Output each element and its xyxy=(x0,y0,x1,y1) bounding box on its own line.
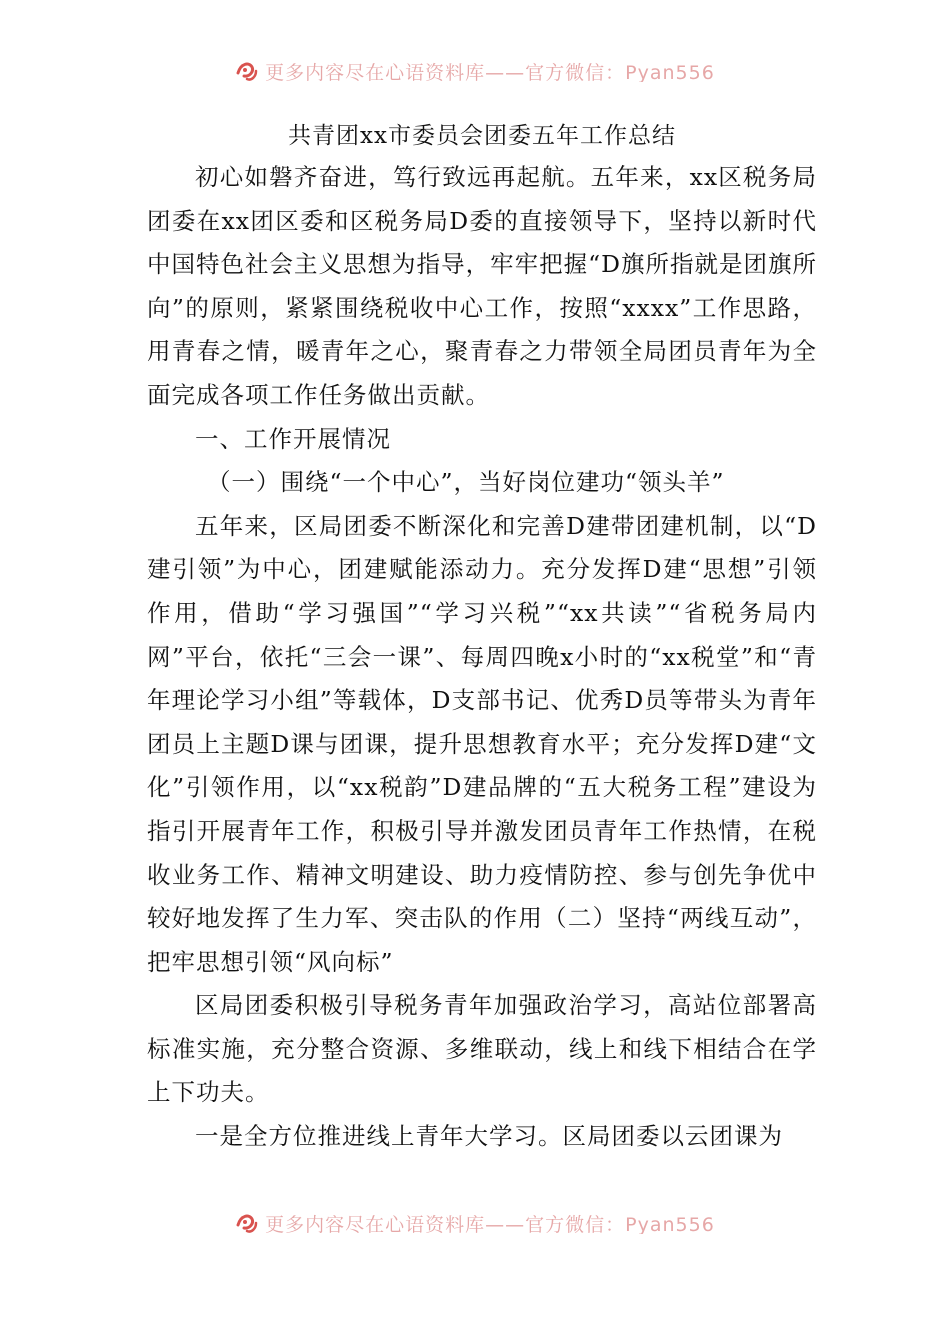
watermark-header xyxy=(0,56,950,86)
watermark-footer xyxy=(0,1208,950,1238)
watermark-text: 更多内容尽在心语资料库——官方微信：Pyan556 xyxy=(265,1214,715,1234)
section-heading: 一、工作开展情况 xyxy=(195,424,391,453)
document-title: 共青团xx市委员会团委五年工作总结 xyxy=(288,123,676,149)
document-body xyxy=(147,116,817,1159)
brand-logo-icon xyxy=(235,59,259,83)
intro-paragraph: 初心如磐齐奋进，笃行致远再起航。五年来，xx区税务局团委在xx团区委和区税务局D委的直接领导下，坚持以新时代中国特色社会主义思想为指导，牢牢把握“D旗所指就是团旗所向”的原则，紧紧围绕税收中心工作，按照“xxxx”工作思路，用青春之情，暖青年之心，聚青春之力带领全局团员青年为全面完成各项工作任务做出贡献。 xyxy=(147,163,817,409)
watermark-text: 更多内容尽在心语资料库——官方微信：Pyan556 xyxy=(265,62,715,82)
body-paragraph: 区局团委积极引导税务青年加强政治学习，高站位部署高标准实施，充分整合资源、多维联动，线上和线下相结合在学上下功夫。 xyxy=(147,991,817,1107)
body-paragraph: 五年来，区局团委不断深化和完善D建带团建机制，以“D建引领”为中心，团建赋能添动力。充分发挥D建“思想”引领作用，借助“学习强国”“学习兴税”“xx共读”“省税务局内网”平台，依托“三会一课”、每周四晚x小时的“xx税堂”和“青年理论学习小组”等载体，D支部书记、优秀D员等带头为青年团员上主题D课与团课，提升思想教育水平；充分发挥D建“文化”引领作用，以“xx税韵”D建品牌的“五大税务工程”建设为指引开展青年工作，积极引导并激发团员青年工作热情，在税收业务工作、精神文明建设、助力疫情防控、参与创先争优中较好地发挥了生力军、突击队的作用（二）坚持“两线互动”，把牢思想引领“风向标” xyxy=(147,511,817,976)
body-paragraph: 一是全方位推进线上青年大学习。区局团委以云团课为 xyxy=(195,1122,783,1151)
subsection-heading: （一）围绕“一个中心”，当好岗位建功“领头羊” xyxy=(207,468,725,497)
brand-logo-icon xyxy=(235,1211,259,1235)
